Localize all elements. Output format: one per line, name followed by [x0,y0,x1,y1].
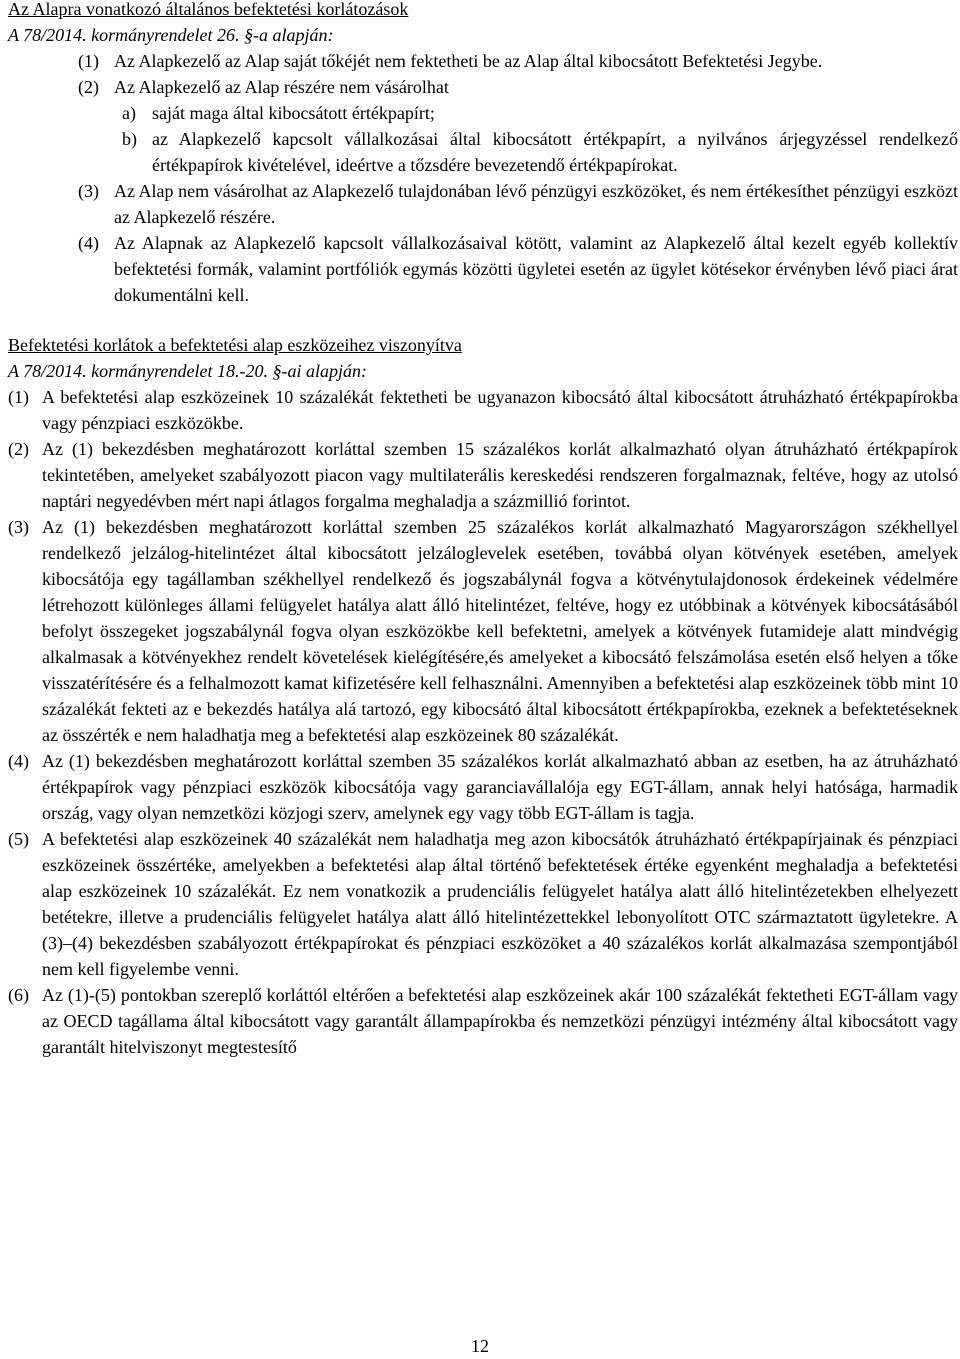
paragraph-number: (2) [8,439,29,459]
paragraph-item [8,826,958,982]
sub-item-label: b) [122,129,137,149]
section-investment-limits [8,332,958,1060]
legal-reference: A 78/2014. kormányrendelet 26. §-a alapján: [8,25,334,45]
paragraph-number: (1) [78,51,99,71]
paragraph-text: Az (1)-(5) pontokban szereplő korláttól eltérően a befektetési alap eszközeinek akár 100 százalékát fektetheti EGT-állam vagy az OECD tagállama által kibocsátott vagy garantált állampapírokba és nemzetközi pénzügyi intézmény által kibocsátott vagy garantált hitelviszonyt megtestesítő [42,985,958,1057]
sub-item-text: saját maga által kibocsátott értékpapírt; [152,103,435,123]
page-number: 12 [471,1336,489,1356]
paragraph-text: Az Alapkezelő az Alap részére nem vásárolhat [114,77,449,97]
paragraph-number: (4) [8,751,29,771]
paragraph-text: Az (1) bekezdésben meghatározott korláttal szemben 25 százalékos korlát alkalmazható Magyarországon székhellyel rendelkező jelzálog-hitelintézet által kibocsátott jelzáloglevelek esetében, továbbá olyan kötvények esetében, amelyek kibocsátója egy tagállamban székhellyel rendelkező és jogszabálynál fogva a kötvénytulajdonosok érdekeinek védelmére létrehozott különleges állami felügyelet hatálya alatt álló hitelintézet, feltéve, hogy ez utóbbinak a kötvények kibocsátásából befolyt összegeket jogszabálynál fogva olyan eszközökbe kell befektetni, amelyek a kötvények futamideje alatt mindvégig alkalmasak a kötvényekhez rendelt követelések kielégítésére,és amelyeket a kibocsátó felszámolása esetén első helyen a tőke visszatérítésére és a felhalmozott kamat kifizetésére kell felhasználni. Amennyiben a befektetési alap eszközeinek több mint 10 százalékát fekteti az e bekezdés hatálya alá tartozó, egy kibocsátó által kibocsátott értékpapírokba, ezeknek a befektetéseknek az összérték e nem haladhatja meg a befektetési alap eszközeinek 80 százalékát. [42,517,958,745]
paragraph-text: A befektetési alap eszközeinek 40 százalékát nem haladhatja meg azon kibocsátók átruházható értékpapírjainak és pénzpiaci eszközeinek összértéke, amelyekben a befektetési alap által történő befektetések értéke egyenként meghaladja a befektetési alap eszközeinek 10 százalékát. Ez nem vonatkozik a prudenciális felügyelet hatálya alatt álló hitelintézetekben elhelyezett betétekre, illetve a prudenciális felügyelet hatálya alatt álló hitelintézettekkel lebonyolított OTC származtatott ügyletekre. A (3)–(4) bekezdésben szabályozott értékpapírokat és pénzpiaci eszközöket a 40 százalékos korlát alkalmazása szempontjából nem kell figyelembe venni. [42,829,958,979]
sub-item [122,100,958,126]
section-title: Az Alapra vonatkozó általános befektetési korlátozások [8,0,409,19]
paragraph-text: Az (1) bekezdésben meghatározott korláttal szemben 15 százalékos korlát alkalmazható olyan átruházható értékpapírok tekintetében, amelyeket szabályozott piacon vagy multilaterális kereskedési rendszeren forgalmaznak, feltéve, hogy az utolsó naptári negyedévben mért napi átlagos forgalma meghaladja a százmillió forintot. [42,439,958,511]
paragraph-number: (4) [78,233,99,253]
paragraph-text: Az (1) bekezdésben meghatározott korláttal szemben 35 százalékos korlát alkalmazható abban az esetben, ha az átruházható értékpapírok vagy pénzpiaci eszközök kibocsátója vagy garanciavállalója egy EGT-állam, annak helyi hatósága, harmadik ország, vagy olyan nemzetközi közjogi szerv, amelynek egy vagy több EGT-állam is tagja. [42,751,958,823]
paragraph-item [8,514,958,748]
sub-item-label: a) [122,103,136,123]
paragraph-item [8,384,958,436]
paragraph-list [78,48,958,100]
paragraph-text: A befektetési alap eszközeinek 10 százalékát fektetheti be ugyanazon kibocsátó által kibocsátott átruházható értékpapírokba vagy pénzpiaci eszközökbe. [42,387,958,433]
document-page [8,0,958,1060]
section-title: Befektetési korlátok a befektetési alap eszközeihez viszonyítva [8,335,462,355]
sub-item [122,126,958,178]
paragraph-text: Az Alapkezelő az Alap saját tőkéjét nem fektetheti be az Alap által kibocsátott Befektetési Jegybe. [114,51,823,71]
legal-reference: A 78/2014. kormányrendelet 18.-20. §-ai alapján: [8,361,367,381]
section-general-restrictions [8,0,958,308]
paragraph-item [78,48,958,74]
paragraph-item [8,436,958,514]
paragraph-text: Az Alapnak az Alapkezelő kapcsolt vállalkozásaival kötött, valamint az Alapkezelő által kezelt egyéb kollektív befektetési formák, valamint portfóliók egymás közötti ügyletei esetén az ügylet kötésekor érvényben lévő piaci árat dokumentálni kell. [114,233,958,305]
paragraph-number: (3) [8,517,29,537]
paragraph-item [78,230,958,308]
sub-item-text: az Alapkezelő kapcsolt vállalkozásai által kibocsátott értékpapírt, a nyilvános árjegyzéssel rendelkező értékpapírok kivételével, ideértve a tőzsdére bevezetendő értékpapírokat. [152,129,958,175]
paragraph-number: (1) [8,387,29,407]
paragraph-item [78,178,958,230]
paragraph-number: (2) [78,77,99,97]
paragraph-number: (3) [78,181,99,201]
paragraph-number: (5) [8,829,29,849]
paragraph-text: Az Alap nem vásárolhat az Alapkezelő tulajdonában lévő pénzügyi eszközöket, és nem értékesíthet pénzügyi eszközt az Alapkezelő részére. [114,181,958,227]
paragraph-item [8,982,958,1060]
paragraph-list [78,178,958,308]
paragraph-number: (6) [8,985,29,1005]
paragraph-item [8,748,958,826]
paragraph-item [78,74,958,100]
